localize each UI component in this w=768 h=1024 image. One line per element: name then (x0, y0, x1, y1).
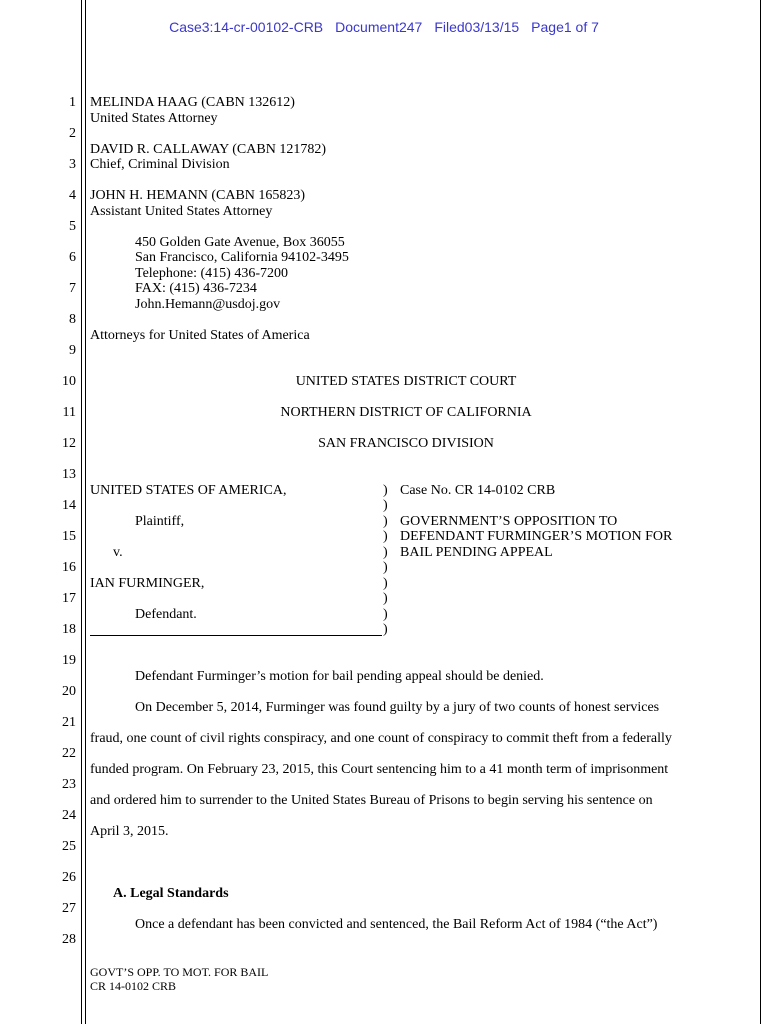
counsel-title: United States Attorney (90, 111, 218, 126)
caption-paren: ) (383, 560, 388, 575)
line-number: 17 (62, 591, 76, 606)
left-margin-rule (81, 0, 82, 1024)
counsel-title: Chief, Criminal Division (90, 157, 230, 172)
footer-title: GOVT’S OPP. TO MOT. FOR BAIL (90, 965, 269, 979)
line-number: 4 (69, 188, 76, 203)
attorneys-for: Attorneys for United States of America (90, 328, 310, 343)
caption-paren: ) (383, 498, 388, 513)
line-number: 9 (69, 343, 76, 358)
caption-underline (90, 635, 382, 636)
header-document: Document247 (335, 19, 423, 35)
plaintiff-name: UNITED STATES OF AMERICA, (90, 483, 287, 498)
body-text-line: funded program. On February 23, 2015, this Court sentencing him to a 41 month term of imprisonment (90, 762, 669, 777)
left-margin-rule-inner (85, 0, 86, 1024)
defendant-role: Defendant. (135, 607, 197, 622)
caption-paren: ) (383, 576, 388, 591)
caption-paren: ) (383, 529, 388, 544)
caption-paren: ) (383, 591, 388, 606)
body-text-line: fraud, one count of civil rights conspiracy, and one count of conspiracy to commit theft from a federally (90, 731, 672, 746)
case-number: Case No. CR 14-0102 CRB (400, 483, 556, 498)
line-number: 22 (62, 746, 76, 761)
fax-line: FAX: (415) 436-7234 (135, 281, 257, 296)
line-number: 16 (62, 560, 76, 575)
line-number: 27 (62, 901, 76, 916)
caption-paren: ) (383, 622, 388, 637)
court-district: NORTHERN DISTRICT OF CALIFORNIA (280, 405, 532, 420)
line-number: 23 (62, 777, 76, 792)
document-title-line: DEFENDANT FURMINGER’S MOTION FOR (400, 529, 673, 544)
line-number: 10 (62, 374, 76, 389)
email-link[interactable]: John.Hemann@usdoj.gov (135, 297, 281, 312)
document-title-line: GOVERNMENT’S OPPOSITION TO (400, 514, 618, 529)
line-number: 8 (69, 312, 76, 327)
body-text-line: Once a defendant has been convicted and sentenced, the Bail Reform Act of 1984 (“the Act”) (135, 917, 658, 932)
line-number: 7 (69, 281, 76, 296)
phone-line: Telephone: (415) 436-7200 (135, 266, 288, 281)
plaintiff-role: Plaintiff, (135, 514, 185, 529)
line-number: 5 (69, 219, 76, 234)
footer-case-number: CR 14-0102 CRB (90, 979, 177, 993)
court-division: SAN FRANCISCO DIVISION (318, 436, 494, 451)
line-number: 13 (62, 467, 76, 482)
caption-paren: ) (383, 545, 388, 560)
counsel-name: MELINDA HAAG (CABN 132612) (90, 95, 295, 110)
caption-paren: ) (383, 514, 388, 529)
line-number: 26 (62, 870, 76, 885)
header-page: Page1 of 7 (531, 19, 599, 35)
caption-paren: ) (383, 607, 388, 622)
line-number: 3 (69, 157, 76, 172)
body-text-line: and ordered him to surrender to the United States Bureau of Prisons to begin serving his sentence on (90, 793, 653, 808)
line-number: 2 (69, 126, 76, 141)
body-paragraph: Defendant Furminger’s motion for bail pending appeal should be denied. (135, 669, 544, 684)
body-text-line: On December 5, 2014, Furminger was found guilty by a jury of two counts of honest services (135, 700, 660, 715)
counsel-name: DAVID R. CALLAWAY (CABN 121782) (90, 142, 326, 157)
line-number: 21 (62, 715, 76, 730)
section-heading: A. Legal Standards (113, 886, 229, 901)
line-number: 25 (62, 839, 76, 854)
court-name: UNITED STATES DISTRICT COURT (295, 374, 517, 389)
defendant-name: IAN FURMINGER, (90, 576, 205, 591)
versus: v. (113, 545, 123, 560)
line-number: 28 (62, 932, 76, 947)
body-text-line: April 3, 2015. (90, 824, 169, 839)
right-margin-rule (760, 0, 761, 1024)
line-number: 6 (69, 250, 76, 265)
line-number: 24 (62, 808, 76, 823)
header-filed: Filed03/13/15 (434, 19, 520, 35)
line-number: 15 (62, 529, 76, 544)
address-line: 450 Golden Gate Avenue, Box 36055 (135, 235, 345, 250)
caption-paren: ) (383, 483, 388, 498)
line-number: 1 (69, 95, 76, 110)
line-number: 19 (62, 653, 76, 668)
counsel-name: JOHN H. HEMANN (CABN 165823) (90, 188, 306, 203)
line-number: 12 (62, 436, 76, 451)
line-number: 11 (62, 405, 76, 420)
document-title-line: BAIL PENDING APPEAL (400, 545, 553, 560)
header-case: Case3:14-cr-00102-CRB (169, 19, 324, 35)
line-number: 14 (62, 498, 76, 513)
line-number: 20 (62, 684, 76, 699)
counsel-title: Assistant United States Attorney (90, 204, 273, 219)
ecf-header (0, 19, 768, 35)
line-number: 18 (62, 622, 76, 637)
address-line: San Francisco, California 94102-3495 (135, 250, 349, 265)
